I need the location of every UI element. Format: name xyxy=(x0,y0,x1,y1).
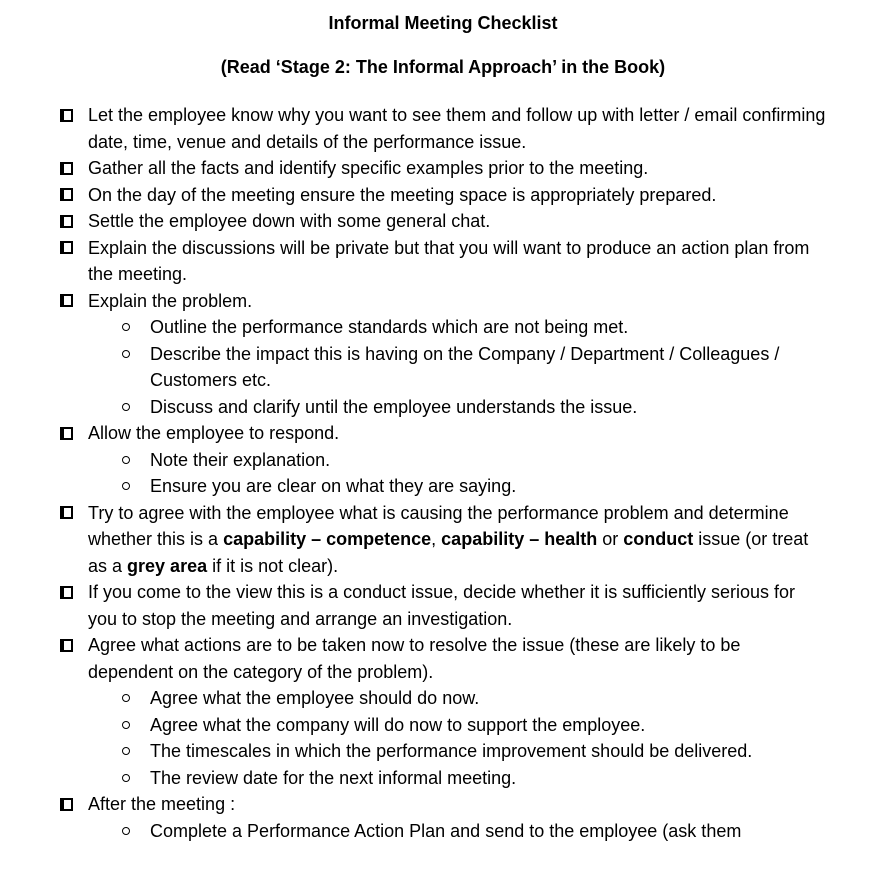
text: On the day of the meeting ensure the meeting space is appropriately prepared. xyxy=(88,184,717,205)
checklist-item-text xyxy=(88,503,808,576)
checkbox-square-icon xyxy=(60,109,73,122)
checklist-item-text xyxy=(88,423,339,443)
text: Agree what the company will do now to support the employee. xyxy=(150,714,646,735)
checklist-item xyxy=(60,235,826,288)
circle-bullet-icon xyxy=(122,323,130,331)
bold-text: capability – health xyxy=(441,529,598,549)
sub-checklist-item-text xyxy=(150,476,516,496)
sub-checklist xyxy=(120,447,826,500)
checklist-item-text xyxy=(88,105,825,152)
sub-checklist-item xyxy=(120,341,826,394)
text: Agree what the employee should do now. xyxy=(150,688,480,708)
sub-checklist-item xyxy=(120,738,826,765)
checklist-item-text xyxy=(88,238,809,285)
checkbox-square-icon xyxy=(60,188,73,201)
sub-checklist-item-text xyxy=(150,344,779,391)
sub-checklist-item xyxy=(120,473,826,500)
sub-checklist-item-text xyxy=(150,821,741,841)
checklist-item xyxy=(60,182,826,209)
sub-checklist-item xyxy=(120,314,826,341)
text: , xyxy=(431,529,442,549)
text: If you come to the view this is a conduct issue, decide whether it is sufficiently serious for you to stop the meeting and arrange an investigation. xyxy=(88,582,796,629)
checkbox-square-icon xyxy=(60,798,73,811)
bold-text: grey area xyxy=(127,555,208,576)
text: Note their explanation. xyxy=(150,449,331,470)
checkbox-square-icon xyxy=(60,639,73,652)
checkbox-square-icon xyxy=(60,586,73,599)
sub-checklist-item-text xyxy=(150,688,479,708)
checklist-item-text xyxy=(88,158,648,178)
text: Settle the employee down with some general chat. xyxy=(88,211,491,231)
text: Let the employee know why you want to see them and follow up with letter / email confirming date, time, venue and details of the performance issue. xyxy=(88,105,826,152)
checkbox-square-icon xyxy=(60,506,73,519)
sub-checklist-item xyxy=(120,765,826,792)
sub-checklist-item xyxy=(120,818,826,845)
sub-checklist xyxy=(120,314,826,420)
checklist-item xyxy=(60,579,826,632)
document-subtitle: (Read ‘Stage 2: The Informal Approach’ in the Book) xyxy=(220,56,666,77)
checkbox-square-icon xyxy=(60,294,73,307)
text: Ensure you are clear on what they are saying. xyxy=(150,476,517,496)
checkbox-square-icon xyxy=(60,215,73,228)
text: Agree what actions are to be taken now to resolve the issue (these are likely to be dependent on the category of the problem). xyxy=(88,635,741,682)
checklist-item-text xyxy=(88,794,235,814)
checkbox-square-icon xyxy=(60,241,73,254)
text: After the meeting : xyxy=(88,794,236,814)
text: Explain the discussions will be private but that you will want to produce an action plan from the meeting. xyxy=(88,237,810,284)
sub-checklist-item xyxy=(120,447,826,474)
text: if it is not clear). xyxy=(207,555,339,576)
sub-checklist xyxy=(120,685,826,791)
bold-text: capability – competence xyxy=(223,529,432,549)
bold-text: conduct xyxy=(623,529,694,549)
checklist-item-text xyxy=(88,582,795,629)
checkbox-square-icon xyxy=(60,162,73,175)
sub-checklist-item-text xyxy=(150,450,330,470)
checklist-item xyxy=(60,791,826,844)
checklist-item xyxy=(60,632,826,791)
circle-bullet-icon xyxy=(122,403,130,411)
circle-bullet-icon xyxy=(122,827,130,835)
checklist xyxy=(60,102,826,844)
text: Allow the employee to respond. xyxy=(88,423,340,443)
text: Try to agree with the employee what is causing the performance problem and determine whether this is a xyxy=(88,502,789,549)
checklist-item-text xyxy=(88,185,716,205)
sub-checklist-item-text xyxy=(150,768,516,788)
checklist-item xyxy=(60,500,826,580)
text: The timescales in which the performance improvement should be delivered. xyxy=(150,741,753,761)
circle-bullet-icon xyxy=(122,774,130,782)
circle-bullet-icon xyxy=(122,694,130,702)
sub-checklist-item xyxy=(120,394,826,421)
text: Outline the performance standards which are not being met. xyxy=(150,317,629,337)
circle-bullet-icon xyxy=(122,350,130,358)
circle-bullet-icon xyxy=(122,747,130,755)
checklist-item xyxy=(60,155,826,182)
checklist-item-text xyxy=(88,635,740,682)
checklist-item-text xyxy=(88,291,252,311)
text: Complete a Performance Action Plan and send to the employee (ask them xyxy=(150,820,742,841)
checkbox-square-icon xyxy=(60,427,73,440)
sub-checklist-item-text xyxy=(150,317,628,337)
checklist-item xyxy=(60,420,826,500)
text: The review date for the next informal meeting. xyxy=(150,767,517,788)
text: Discuss and clarify until the employee understands the issue. xyxy=(150,396,638,417)
text: or xyxy=(597,529,624,549)
text: Gather all the facts and identify specific examples prior to the meeting. xyxy=(88,158,649,178)
sub-checklist-item-text xyxy=(150,397,637,417)
circle-bullet-icon xyxy=(122,482,130,490)
checklist-item xyxy=(60,208,826,235)
sub-checklist-item-text xyxy=(150,715,645,735)
text: Explain the problem. xyxy=(88,290,253,311)
sub-checklist-item xyxy=(120,712,826,739)
document-title: Informal Meeting Checklist xyxy=(328,13,558,33)
sub-checklist-item xyxy=(120,685,826,712)
sub-checklist xyxy=(120,818,826,845)
checklist-item-text xyxy=(88,211,490,231)
circle-bullet-icon xyxy=(122,456,130,464)
circle-bullet-icon xyxy=(122,721,130,729)
checklist-item xyxy=(60,102,826,155)
checklist-item xyxy=(60,288,826,421)
text: issue (or treat as a xyxy=(88,529,809,576)
text: Describe the impact this is having on the Company / Department / Colleagues / Customers etc. xyxy=(150,343,780,390)
sub-checklist-item-text xyxy=(150,741,752,761)
